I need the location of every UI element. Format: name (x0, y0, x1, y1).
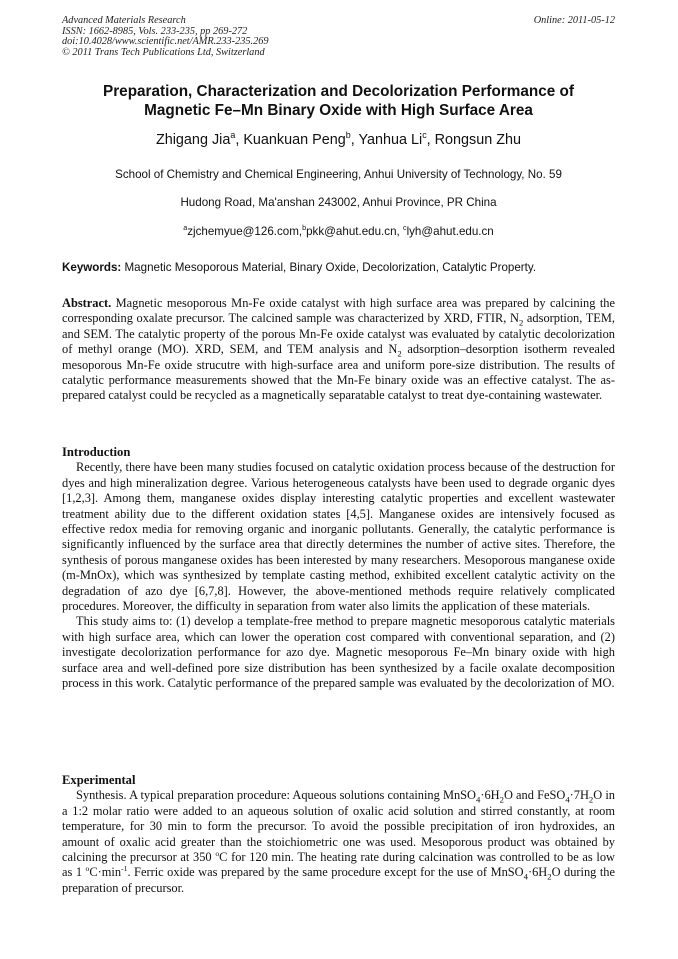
experimental-section (62, 773, 615, 896)
superscript: o (85, 864, 90, 874)
abstract-label: Abstract. (62, 296, 112, 310)
text-run: ·6H (480, 788, 500, 803)
introduction-paragraph-1: Recently, there have been many studies focused on catalytic oxidation process because of the destruction for dyes and high mineralization degree. Various heterogeneous catalysts have been used to degrade organic dyes [1,2,3]. Among them, manganese oxides display interesting catalytic properties and excellent wastewater treatment ability due to the different oxidation states [4,5]. Manganese oxides are intensively focused as effective redox media for removing organic and inorganic pollutants. Generally, the catalytic performance is significantly influenced by the surface area that directly determines the number of active sites. Therefore, the synthesis of porous manganese oxides has been interested by many researchers. Mesoporous manganese oxide (m-MnOx), which was synthesized by template casting method, exhibited excellent catalytic activity on the degradation of azo dye [6,7,8]. However, the above-mentioned methods require relatively complicated procedures. Moreover, the difficulty in separation from water also limits the application of these materials. (62, 460, 615, 614)
subscript: 2 (588, 794, 594, 805)
abstract-text: Magnetic mesoporous Mn-Fe oxide catalyst with high surface area was prepared by calcining the corresponding oxalate precursor. The calcined sample was characterized by XRD, FTIR, N (62, 296, 615, 326)
superscript: -1 (121, 864, 128, 874)
text-run: C·min (89, 865, 122, 880)
author-mark: c (422, 130, 427, 141)
text-run: ·7H (569, 788, 589, 803)
email-address[interactable]: pkk@ahut.edu.cn, (306, 225, 403, 238)
email-address[interactable]: zjchemyue@126.com, (187, 225, 303, 238)
subscript: 2 (547, 871, 552, 882)
subscript: 2 (499, 794, 504, 805)
journal-name: Advanced Materials Research (62, 15, 186, 26)
email-line (62, 225, 615, 239)
affiliation-line-1: School of Chemistry and Chemical Engineering, Anhui University of Technology, No. 59 (115, 168, 562, 181)
text-run: . Ferric oxide was prepared by the same procedure except for the use of MnSO (127, 865, 524, 880)
online-date: Online: 2011-05-12 (533, 15, 615, 26)
paper-title (62, 82, 615, 120)
affiliation-line-2: Hudong Road, Ma'anshan 243002, Anhui Province, PR China (180, 196, 497, 209)
superscript: o (215, 848, 220, 858)
text-run: O during the preparation of precursor. (62, 865, 616, 895)
author-mark: b (345, 130, 351, 141)
author-name: Zhigang Jia (155, 132, 231, 148)
author-mark: a (230, 130, 236, 141)
text-run: Synthesis. A typical preparation procedure: Aqueous solutions containing MnSO (76, 788, 476, 803)
subscript: 2 (518, 317, 524, 328)
abstract-section (62, 296, 615, 404)
email-address[interactable]: lyh@ahut.edu.cn (406, 225, 494, 238)
abstract-text: adsorption, TEM, and SEM. The catalytic property of the porous Mn-Fe oxide catalyst was evaluated by catalytic decolorization of methyl orange (MO). XRD, SEM, and TEM analysis and N (62, 311, 615, 357)
subscript: 4 (523, 871, 528, 882)
author-name: Rongsun Zhu (434, 132, 522, 148)
abstract-text: adsorption–desorption isotherm revealed mesoporous Mn-Fe oxide strucutre with high-surface area and uniform pore-size distribution. The results of catalytic performance measurements showed that the Mn-Fe binary oxide was an effective catalyst. The as-prepared catalyst could be recycled as a magnetically separatable catalyst to treat dye-containing wastewater. (62, 342, 615, 403)
author-list: Zhigang Jia$^a$, Kuankuan Peng$^b$, Yanhua Li$^c$, Rongsun Zhu (155, 130, 522, 148)
introduction-heading: Introduction (62, 445, 131, 459)
author-name: Kuankuan Peng (243, 132, 346, 148)
email-mark: c (402, 223, 407, 233)
author-name: Yanhua Li (358, 132, 423, 148)
experimental-paragraph (62, 788, 615, 896)
subscript: 4 (565, 794, 570, 805)
issn-line: ISSN: 1662-8985, Vols. 233-235, pp 269-272 (62, 25, 248, 37)
journal-header (62, 16, 615, 58)
subscript: 2 (397, 348, 402, 359)
keywords-label: Keywords: (62, 261, 122, 274)
text-run: O in a 1:2 molar ratio were added to an aqueous solution of oxalic acid solution and stirred constantly, at room temperature, for 30 min to form the precursor. To avoid the possible precipitation of iron hydroxides, an amount of oxalic acid greater than the stoichiometric one was used. Mesoporous product was obtained by calcining the precursor at 350 (62, 788, 615, 865)
doi-link[interactable]: doi:10.4028/www.scientific.net/AMR.233-235.269 (62, 36, 269, 48)
experimental-heading: Experimental (62, 773, 136, 787)
email-mark: a (183, 223, 188, 233)
keywords-line (62, 261, 622, 275)
introduction-section (62, 445, 615, 692)
introduction-paragraph-2: This study aims to: (1) develop a template-free method to prepare magnetic mesoporous catalytic materials with high surface area, which can lower the operation cost compared with conventional separation, and (2) investigate decolorization performance for azo dye. Magnetic mesoporous Fe–Mn binary oxide with high surface area and well-defined pore size distribution has been synthesized by a facile oxalate decomposition process in this work. Catalytic performance of the prepared sample was evaluated by the decolorization of MO. (62, 614, 615, 691)
title-line-1: Preparation, Characterization and Decolorization Performance of (103, 83, 574, 100)
keywords-text: Magnetic Mesoporous Material, Binary Oxide, Decolorization, Catalytic Property. (124, 261, 537, 274)
text-run: C for 120 min. The heating rate during calcination was controlled to be as low as 1 (62, 850, 615, 880)
email-mark: b (302, 223, 307, 233)
copyright-line: © 2011 Trans Tech Publications Ltd, Switzerland (62, 46, 265, 58)
subscript: 4 (476, 794, 481, 805)
text-run: ·6H (527, 865, 548, 880)
text-run: O and FeSO (503, 788, 566, 803)
abstract-paragraph (62, 296, 615, 404)
title-line-2: Magnetic Fe–Mn Binary Oxide with High Surface Area (144, 102, 533, 119)
